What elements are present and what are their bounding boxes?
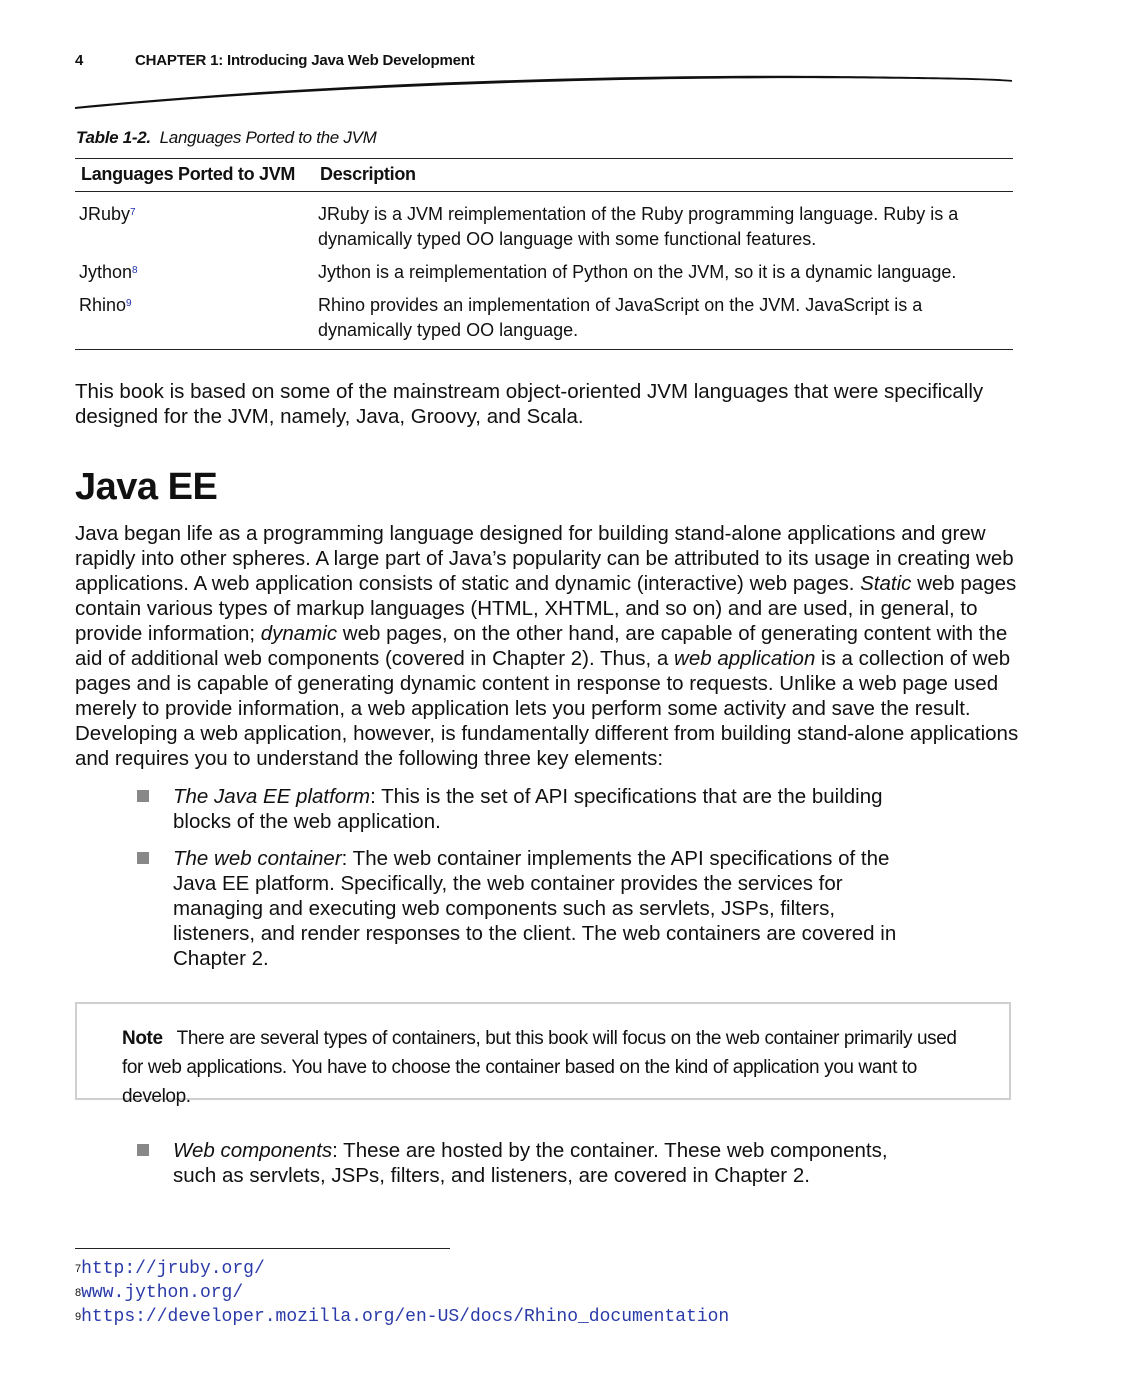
bullet-description: : This is the set of API specifications that are the building blocks of the web application.: [173, 785, 883, 833]
note-box: [75, 1002, 1011, 1107]
language-name: Jython: [79, 262, 133, 282]
bullet-term: The Java EE platform: [173, 785, 371, 808]
footnote: [75, 1281, 729, 1305]
emphasis: dynamic: [260, 622, 338, 645]
description-cell: JRuby is a JVM reimplementation of the Ruby programming language. Ruby is a dynamically typed OO language with some functional features.: [318, 204, 959, 249]
language-cell: [75, 192, 314, 261]
column-header-language: Languages Ported to JVM: [75, 159, 314, 192]
table-caption-label: Table 1-2.: [76, 128, 151, 147]
chapter-title: CHAPTER 1: Introducing Java Web Development: [135, 52, 475, 69]
table-row: [75, 260, 1013, 293]
square-bullet-icon: [137, 1144, 149, 1156]
footnote-number: 9: [75, 1311, 82, 1323]
bullet-text: [173, 784, 918, 834]
bullet-term: Web components: [173, 1139, 333, 1162]
table-header-row: [75, 159, 1013, 192]
square-bullet-icon: [137, 852, 149, 864]
table-caption-text: Languages Ported to the JVM: [159, 128, 377, 147]
emphasis: Static: [860, 572, 912, 595]
footnote-rule: [75, 1248, 450, 1249]
footnote: [75, 1257, 729, 1281]
table-row: [75, 293, 1013, 350]
bullet-term: The web container: [173, 847, 342, 870]
table-row: [75, 192, 1013, 261]
footnote-link[interactable]: http://jruby.org/: [81, 1259, 265, 1279]
languages-table: [75, 158, 1013, 350]
footnote-link[interactable]: https://developer.mozilla.org/en-US/docs/Rhino_documentation: [81, 1307, 730, 1327]
text-run: is a collection of web pages and is capable of generating dynamic content in response to requests. Unlike a web page used merely to provide information, a web application lets you perform some activity and save the result. Developing a web application, however, is fundamentally different from building stand-alone applications and requires you to understand the following three key elements:: [75, 647, 1019, 770]
page-number: 4: [75, 52, 84, 69]
footnote: [75, 1305, 729, 1329]
column-header-description: Description: [314, 159, 1013, 192]
note-label: Note: [122, 1028, 163, 1049]
footnote-link[interactable]: www.jython.org/: [81, 1283, 244, 1303]
note-body: There are several types of containers, but this book will focus on the web container primarily used for web applications. You have to choose the container based on the kind of application you want to develop.: [122, 1028, 957, 1107]
bullet-description: : The web container implements the API specifications of the Java EE platform. Specifically, the web container provides the services for managing and executing web components such as servlets, JSPs, filters, listeners, and render responses to the client. The web containers are covered in Chapter 2.: [173, 847, 897, 970]
body-paragraph: This book is based on some of the mainstream object-oriented JVM languages that were specifically designed for the JVM, namely, Java, Groovy, and Scala.: [75, 380, 984, 428]
body-paragraph: [75, 521, 1020, 771]
text-run: Java began life as a programming language designed for building stand-alone applications and grew rapidly into other spheres. A large part of Java’s popularity can be attributed to its usage in creating web applications. A web application consists of static and dynamic (interactive) web pages.: [75, 522, 1014, 595]
description-cell: Rhino provides an implementation of JavaScript on the JVM. JavaScript is a dynamically typed OO language.: [314, 293, 1013, 350]
description-cell: Jython is a reimplementation of Python on the JVM, so it is a dynamic language.: [318, 262, 957, 282]
footnote-ref[interactable]: 9: [126, 298, 132, 309]
footnote-number: 8: [75, 1287, 82, 1299]
language-name: Rhino: [79, 295, 127, 315]
language-cell: [75, 260, 314, 293]
emphasis: web application: [674, 647, 816, 670]
footnote-ref[interactable]: 7: [130, 207, 136, 218]
text-run: web pages, on the other hand, are capable of generating content with the aid of additional web components (covered in Chapter 2). Thus, a: [75, 622, 1008, 670]
text-run: web pages contain various types of markup languages (HTML, XHTML, and so on) and are used, in general, to provide information;: [75, 572, 1017, 645]
footnote-ref[interactable]: 8: [132, 265, 138, 276]
footnotes: [75, 1257, 729, 1329]
footnote-number: 7: [75, 1263, 82, 1275]
bullet-text: [173, 846, 918, 971]
table-caption: [76, 128, 376, 148]
language-cell: [75, 293, 314, 350]
bullet-description: : These are hosted by the container. These web components, such as servlets, JSPs, filters, and listeners, are covered in Chapter 2.: [173, 1139, 888, 1187]
section-heading: Java EE: [75, 466, 218, 508]
language-name: JRuby: [79, 204, 131, 224]
header-swoosh-rule: [75, 70, 1015, 110]
bullet-text: [173, 1138, 918, 1188]
note-text: [122, 1024, 982, 1111]
square-bullet-icon: [137, 790, 149, 802]
